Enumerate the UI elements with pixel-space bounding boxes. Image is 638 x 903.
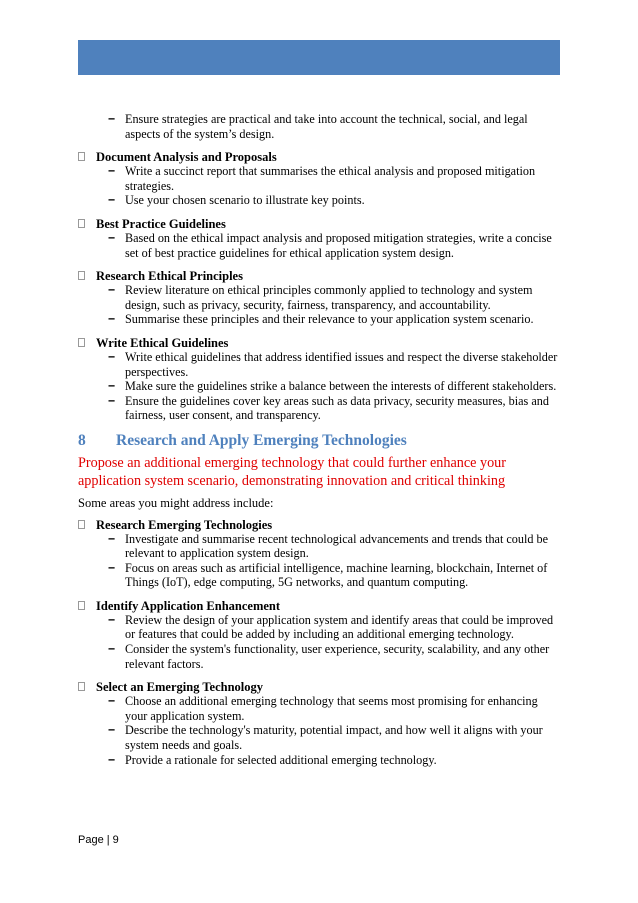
list-item-text: Write ethical guidelines that address identified issues and respect the diverse stakeholder perspectives. xyxy=(125,349,558,379)
section-block xyxy=(78,217,560,260)
list-item-text: Consider the system's functionality, user experience, security, scalability, and any other relevant factors. xyxy=(125,642,550,671)
ethics-sections xyxy=(78,150,560,423)
section-number: 8 xyxy=(78,431,86,449)
list-item xyxy=(78,193,560,208)
subheading-text: Research Emerging Technologies xyxy=(96,517,273,532)
list-item xyxy=(78,350,560,379)
dash-bullet: − xyxy=(108,531,116,546)
dash-bullet: − xyxy=(108,283,116,298)
page-footer: Page | 9 xyxy=(78,834,119,846)
list-item xyxy=(78,532,560,561)
list-item xyxy=(78,112,560,141)
dash-bullet: − xyxy=(108,393,116,408)
list-item-text: Describe the technology's maturity, potential impact, and how well it aligns with your system needs and goals. xyxy=(125,723,543,753)
list-item-text: Make sure the guidelines strike a balance between the interests of different stakeholders. xyxy=(125,379,557,394)
square-bullet-icon xyxy=(78,682,85,691)
list-item-text: Based on the ethical impact analysis and proposed mitigation strategies, write a concise set of best practice guidelines for ethical application system design. xyxy=(125,230,552,260)
square-bullet-icon xyxy=(78,219,85,228)
list-item-text: Choose an additional emerging technology that seems most promising for enhancing your application system. xyxy=(125,694,538,723)
top-items xyxy=(78,112,560,141)
emphasis-text: Propose an additional emerging technology that could further enhance your application system scenario, demonstrating innovation and critical thinking xyxy=(78,454,506,489)
section-block xyxy=(78,599,560,671)
dash-bullet: − xyxy=(108,312,116,327)
list-item xyxy=(78,379,560,394)
list-item-text: Review literature on ethical principles commonly applied to technology and system design, such as privacy, security, fairness, transparency, and accountability. xyxy=(125,283,533,312)
square-bullet-icon xyxy=(78,601,85,610)
emerging-tech-sections xyxy=(78,518,560,768)
list-item xyxy=(78,164,560,193)
square-bullet-icon xyxy=(78,271,85,280)
list-item xyxy=(78,231,560,260)
list-item-text: Summarise these principles and their relevance to your application system scenario. xyxy=(125,312,534,327)
list-item-text: Review the design of your application system and identify areas that could be improved or features that could be added by including an additional emerging technology. xyxy=(125,612,554,642)
dash-bullet: − xyxy=(108,752,116,767)
section-block xyxy=(78,680,560,767)
subheading-text: Identify Application Enhancement xyxy=(96,598,281,613)
list-item xyxy=(78,283,560,312)
section-block xyxy=(78,150,560,208)
section-block xyxy=(78,518,560,590)
subheading-text: Research Ethical Principles xyxy=(96,269,243,284)
section-block xyxy=(78,336,560,423)
list-item-text: Provide a rationale for selected additional emerging technology. xyxy=(125,752,437,767)
section-subheading xyxy=(78,518,560,532)
list-item-text: Ensure the guidelines cover key areas such as data privacy, security measures, bias and fairness, user consent, and transparency. xyxy=(125,393,549,423)
section-heading xyxy=(78,432,560,450)
dash-bullet: − xyxy=(108,379,116,394)
section-title: Research and Apply Emerging Technologies xyxy=(116,431,407,449)
section-subheading xyxy=(78,599,560,613)
list-item-text: Ensure strategies are practical and take into account the technical, social, and legal aspects of the system’s design. xyxy=(125,112,528,141)
list-item xyxy=(78,394,560,423)
subheading-text: Best Practice Guidelines xyxy=(96,216,226,231)
dash-bullet: − xyxy=(108,612,116,627)
section-subheading xyxy=(78,336,560,350)
square-bullet-icon xyxy=(78,338,85,347)
dash-bullet: − xyxy=(108,164,116,179)
subheading-text: Document Analysis and Proposals xyxy=(96,150,277,165)
square-bullet-icon xyxy=(78,520,85,529)
dash-bullet: − xyxy=(108,642,116,657)
section-subheading xyxy=(78,217,560,231)
list-item xyxy=(78,613,560,642)
header-bar xyxy=(78,40,560,75)
list-item xyxy=(78,561,560,590)
list-item-text: Write a succinct report that summarises the ethical analysis and proposed mitigation strategies. xyxy=(125,164,536,193)
dash-bullet: − xyxy=(108,112,116,126)
section-subheading xyxy=(78,269,560,283)
page-content xyxy=(78,112,560,776)
dash-bullet: − xyxy=(108,230,116,245)
square-bullet-icon xyxy=(78,152,85,161)
subheading-text: Write Ethical Guidelines xyxy=(96,335,229,350)
intro-text: Some areas you might address include: xyxy=(78,495,274,510)
list-item-text: Investigate and summarise recent technological advancements and trends that could be relevant to application system design. xyxy=(125,531,549,561)
list-item-text: Use your chosen scenario to illustrate key points. xyxy=(125,193,365,208)
dash-bullet: − xyxy=(108,193,116,208)
list-item xyxy=(78,642,560,671)
section-subheading xyxy=(78,150,560,164)
dash-bullet: − xyxy=(108,694,116,709)
list-item-text: Focus on areas such as artificial intelligence, machine learning, blockchain, Internet of Things (IoT), edge computing, 5G networks, and quantum computing. xyxy=(125,560,548,590)
list-item xyxy=(78,753,560,768)
dash-bullet: − xyxy=(108,560,116,575)
list-item xyxy=(78,312,560,327)
list-item xyxy=(78,723,560,752)
list-item xyxy=(78,694,560,723)
dash-bullet: − xyxy=(108,349,116,364)
section-subheading xyxy=(78,680,560,694)
subheading-text: Select an Emerging Technology xyxy=(96,680,264,695)
section-block xyxy=(78,269,560,327)
dash-bullet: − xyxy=(108,723,116,738)
